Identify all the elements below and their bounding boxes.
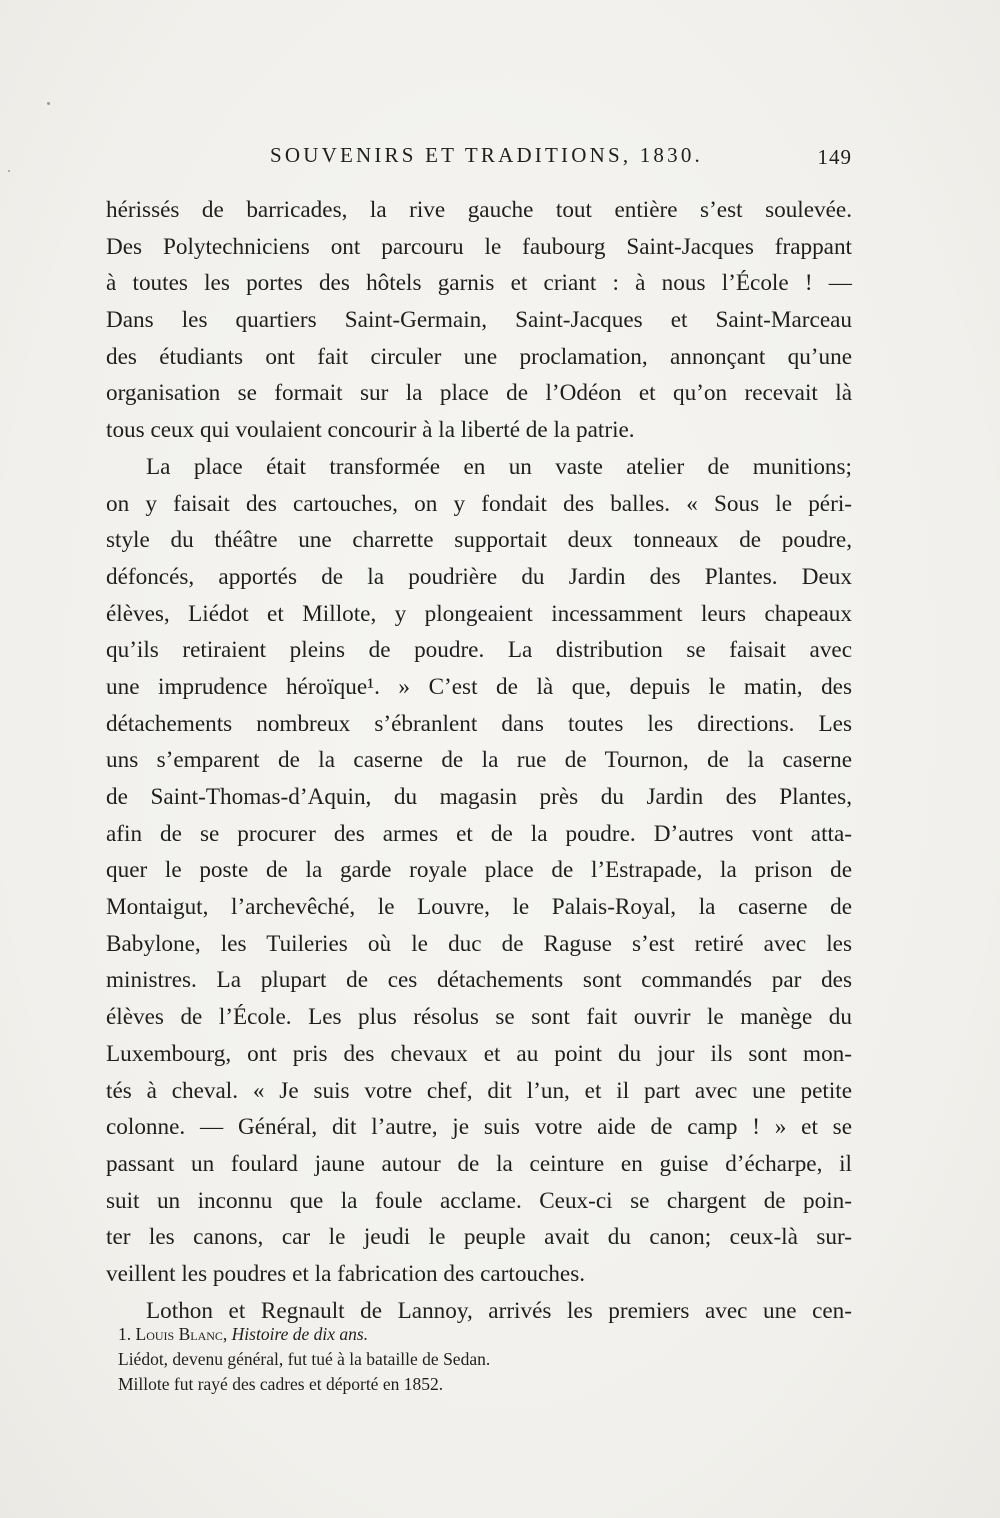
text-line: à toutes les portes des hôtels garnis et criant : à nous l’École ! — xyxy=(106,270,852,297)
text-line: Lothon et Regnault de Lannoy, arrivés les premiers avec une cen- xyxy=(146,1297,852,1324)
body-text xyxy=(106,192,852,1329)
text-line: afin de se procurer des armes et de la poudre. D’autres vont atta- xyxy=(106,820,852,847)
text-line: Dans les quartiers Saint-Germain, Saint-Jacques et Saint-Marceau xyxy=(106,307,852,334)
text-line: des étudiants ont fait circuler une proclamation, annonçant qu’une xyxy=(106,343,852,370)
text-line: uns s’emparent de la caserne de la rue de Tournon, de la caserne xyxy=(106,747,852,774)
text-line: veillent les poudres et la fabrication des cartouches. xyxy=(106,1260,586,1287)
paper-speck xyxy=(47,102,50,105)
text-line: suit un inconnu que la foule acclame. Ceux-ci se chargent de poin- xyxy=(106,1187,852,1214)
text-line: quer le poste de la garde royale place de l’Estrapade, la prison de xyxy=(106,857,852,884)
text-line: Des Polytechniciens ont parcouru le faubourg Saint-Jacques frappant xyxy=(106,233,852,260)
footnote-work-title: Histoire de dix ans. xyxy=(231,1324,369,1344)
text-line: style du théâtre une charrette supportait deux tonneaux de poudre, xyxy=(106,527,852,554)
text-line: passant un foulard jaune autour de la ceinture en guise d’écharpe, il xyxy=(106,1150,852,1177)
text-line: Luxembourg, ont pris des chevaux et au point du jour ils sont mon- xyxy=(106,1040,852,1067)
text-line: tous ceux qui voulaient concourir à la liberté de la patrie. xyxy=(106,417,635,444)
text-line: de Saint-Thomas-d’Aquin, du magasin près du Jardin des Plantes, xyxy=(106,784,852,810)
text-line: élèves, Liédot et Millote, y plongeaient incessamment leurs chapeaux xyxy=(106,600,852,627)
text-line: qu’ils retiraient pleins de poudre. La distribution se faisait avec xyxy=(106,637,852,664)
text-line: on y faisait des cartouches, on y fondait des balles. « Sous le péri- xyxy=(106,490,852,517)
footnote-2: Liédot, devenu général, fut tué à la bataille de Sedan. xyxy=(118,1349,491,1369)
running-title: SOUVENIRS ET TRADITIONS, 1830. xyxy=(270,143,703,167)
footnote-3: Millote fut rayé des cadres et déporté en 1852. xyxy=(118,1374,444,1394)
text-line: La place était transformée en un vaste atelier de munitions; xyxy=(146,453,852,480)
footnotes xyxy=(118,1322,838,1397)
footnote-1 xyxy=(118,1322,838,1347)
page-number: 149 xyxy=(817,145,852,169)
text-line: une imprudence héroïque¹. » C’est de là que, depuis le matin, des xyxy=(106,673,852,700)
text-line: hérissés de barricades, la rive gauche tout entière s’est soulevée. xyxy=(106,197,852,223)
running-head xyxy=(106,143,852,173)
text-line: défoncés, apportés de la poudrière du Jardin des Plantes. Deux xyxy=(106,563,852,590)
text-line: élèves de l’École. Les plus résolus se sont fait ouvrir le manège du xyxy=(106,1004,852,1031)
text-line: détachements nombreux s’ébranlent dans toutes les directions. Les xyxy=(106,710,852,737)
text-line: organisation se formait sur la place de l’Odéon et qu’on recevait là xyxy=(106,380,852,407)
text-line: tés à cheval. « Je suis votre chef, dit l’un, et il part avec une petite xyxy=(106,1077,852,1104)
paper-speck xyxy=(8,170,10,172)
text-line: colonne. — Général, dit l’autre, je suis votre aide de camp ! » et se xyxy=(106,1114,852,1141)
footnote-author: Louis Blanc, xyxy=(135,1324,228,1344)
text-line: ministres. La plupart de ces détachements sont commandés par des xyxy=(106,967,852,994)
footnote-marker: 1. xyxy=(118,1324,132,1344)
text-line: ter les canons, car le jeudi le peuple avait du canon; ceux-là sur- xyxy=(106,1224,852,1251)
text-line: Montaigut, l’archevêché, le Louvre, le Palais-Royal, la caserne de xyxy=(106,894,852,921)
text-line: Babylone, les Tuileries où le duc de Raguse s’est retiré avec les xyxy=(106,930,852,957)
